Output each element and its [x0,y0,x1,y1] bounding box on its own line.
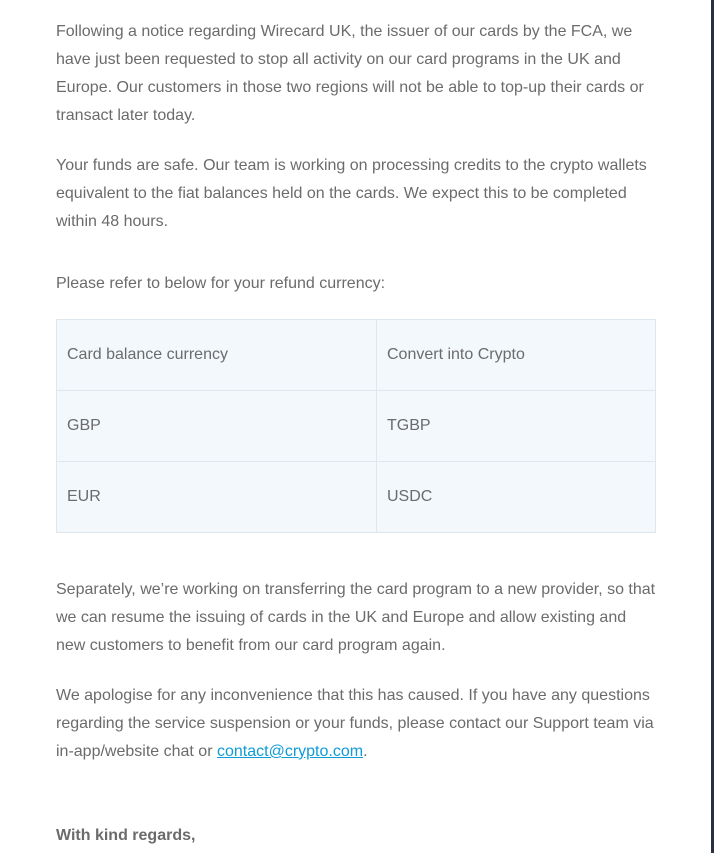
table-row [57,462,656,533]
table-header-row [57,320,656,391]
contact-email-link[interactable]: contact@crypto.com [216,743,364,760]
table-cell: USDC [377,462,656,533]
table-header-cell: Card balance currency [57,320,377,391]
table-cell: GBP [57,391,377,462]
table-header-cell: Convert into Crypto [377,320,656,391]
table-cell: TGBP [377,391,656,462]
paragraph-apology [56,682,656,766]
table-cell: EUR [57,462,377,533]
email-body [56,18,656,850]
paragraph-refund-intro: Please refer to below for your refund currency: [56,275,386,292]
signoff: With kind regards, [56,827,196,844]
paragraph-funds-safe: Your funds are safe. Our team is working on processing credits to the crypto wallets equivalent to the fiat balances held on the cards. We expect this to be completed within 48 hours. [56,157,647,230]
apology-end: . [363,743,368,760]
paragraph-new-provider: Separately, we’re working on transferring the card program to a new provider, so that we can resume the issuing of cards in the UK and Europe and allow existing and new customers to benefit from our card program again. [56,581,656,654]
table-row [57,391,656,462]
paragraph-wirecard-notice: Following a notice regarding Wirecard UK, the issuer of our cards by the FCA, we have just been requested to stop all activity on our card programs in the UK and Europe. Our customers in those two regions will not be able to top-up their cards or transact later today. [56,23,644,124]
refund-currency-table [56,319,656,533]
apology-text: We apologise for any inconvenience that this has caused. If you have any questions regarding the service suspension or your funds, please contact our Support team via in-app/website chat or [56,687,654,760]
